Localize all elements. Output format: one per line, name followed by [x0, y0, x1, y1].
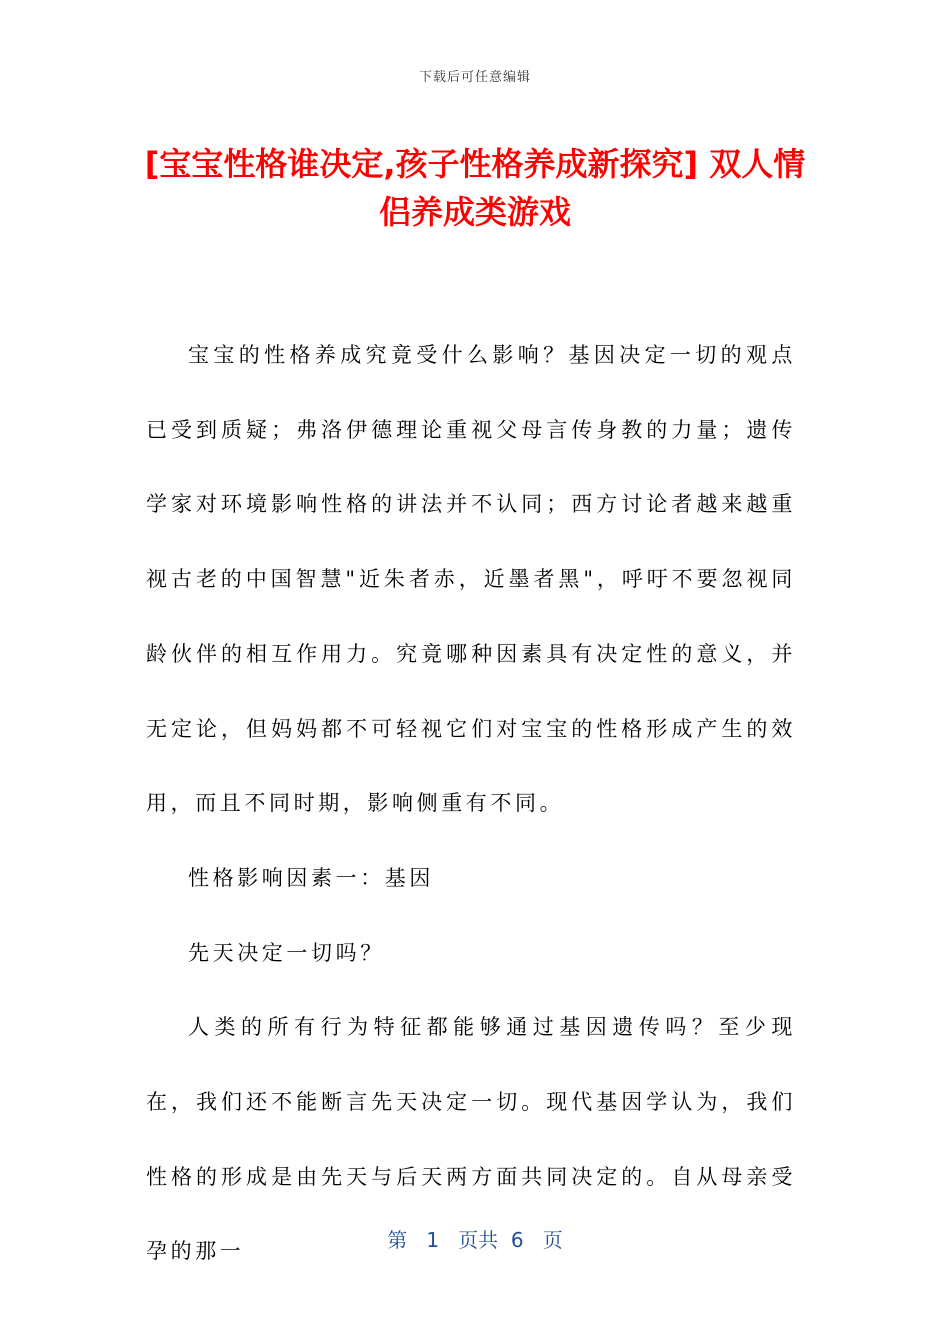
document-body — [146, 318, 796, 1289]
paragraph-subheading: 先天决定一切吗？ — [188, 940, 385, 965]
document-title: [宝宝性格谁决定,孩子性格养成新探究] 双人情侣养成类游戏 — [144, 145, 806, 231]
paragraph-factor-heading: 性格影响因素一：基因 — [188, 865, 434, 890]
page-footer — [0, 1224, 950, 1253]
footer-middle: 页共 — [458, 1228, 499, 1252]
footer-prefix: 第 — [387, 1228, 408, 1252]
footer-total-pages: 6 — [510, 1228, 524, 1252]
footer-current-page: 1 — [426, 1228, 440, 1252]
paragraph-intro: 宝宝的性格养成究竟受什么影响？基因决定一切的观点已受到质疑；弗洛伊德理论重视父母言传身教的力量；遗传学家对环境影响性格的讲法并不认同；西方讨论者越来越重视古老的中国智慧"近朱者赤，近墨者黑"，呼吁不要忽视同龄伙伴的相互作用力。究竟哪种因素具有决定性的意义，并无定论，但妈妈都不可轻视它们对宝宝的性格形成产生的效用，而且不同时期，影响侧重有不同。 — [146, 343, 796, 816]
footer-suffix: 页 — [542, 1228, 563, 1252]
paragraph-genetics: 人类的所有行为特征都能够通过基因遗传吗？至少现在，我们还不能断言先天决定一切。现代基因学认为，我们性格的形成是由先天与后天两方面共同决定的。自从母亲受孕的那一 — [146, 1015, 796, 1264]
header-note: 下载后可任意编辑 — [418, 70, 531, 85]
